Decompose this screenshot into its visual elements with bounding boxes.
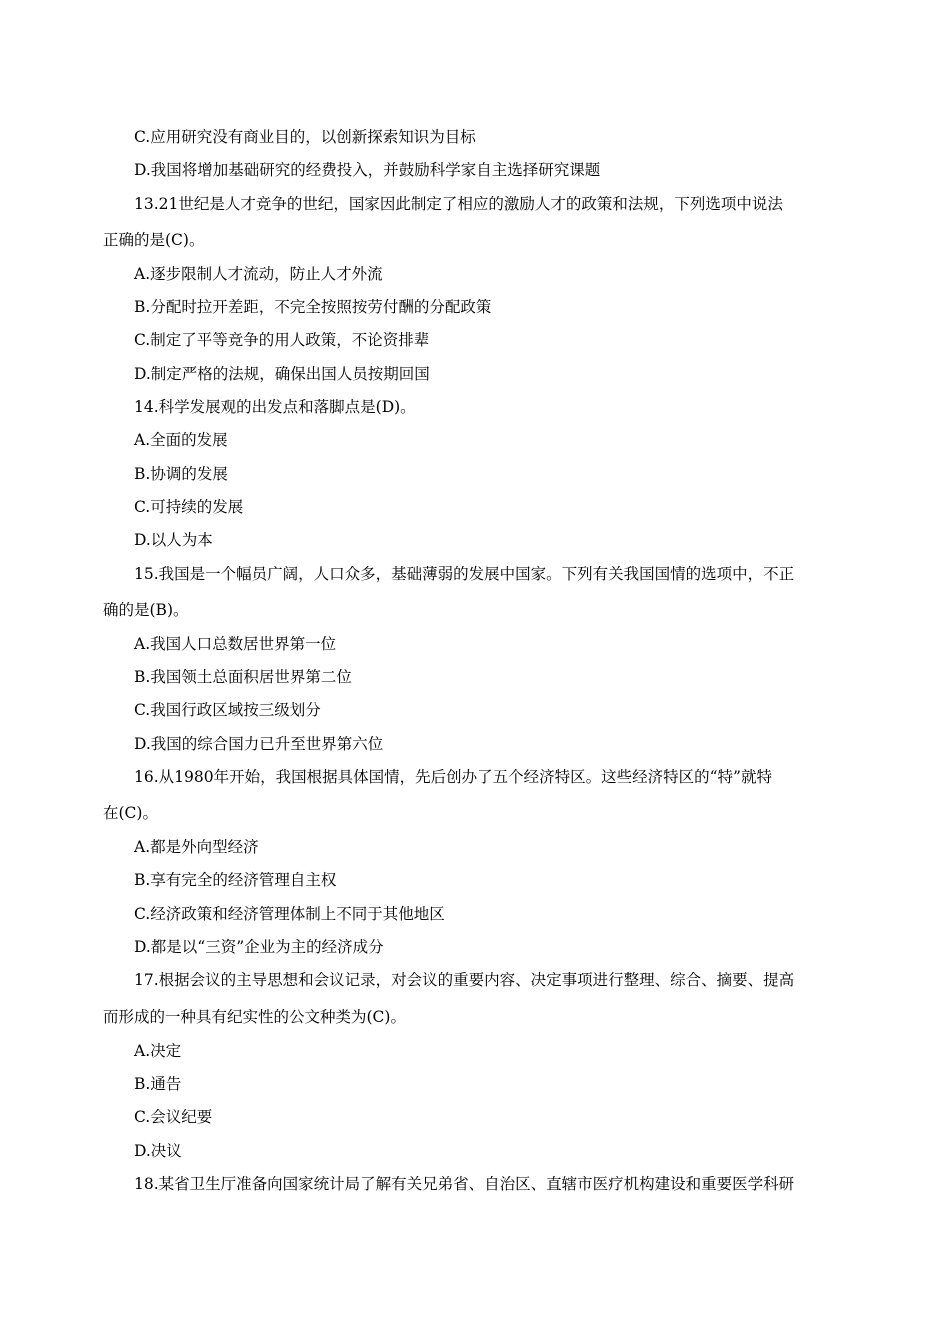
question-17-cont: 而形成的一种具有纪实性的公文种类为(C)。 [103, 1008, 406, 1026]
option-12-c: C.应用研究没有商业目的，以创新探索知识为目标 [134, 128, 476, 146]
option-14-c: C.可持续的发展 [134, 498, 244, 516]
question-16: 16.从1980年开始，我国根据具体国情，先后创办了五个经济特区。这些经济特区的“特”就特 [134, 768, 772, 786]
option-15-b: B.我国领土总面积居世界第二位 [134, 668, 352, 686]
option-14-a: A.全面的发展 [134, 431, 228, 449]
option-17-b: B.通告 [134, 1075, 182, 1093]
option-13-d: D.制定严格的法规，确保出国人员按期回国 [134, 365, 430, 383]
option-14-b: B.协调的发展 [134, 465, 228, 483]
question-17: 17.根据会议的主导思想和会议记录，对会议的重要内容、决定事项进行整理、综合、摘要、提高 [134, 971, 795, 989]
question-16-cont: 在(C)。 [103, 804, 158, 822]
question-14: 14.科学发展观的出发点和落脚点是(D)。 [134, 398, 416, 416]
question-15-cont: 确的是(B)。 [103, 601, 189, 619]
option-13-c: C.制定了平等竞争的用人政策，不论资排辈 [134, 331, 430, 349]
option-16-c: C.经济政策和经济管理体制上不同于其他地区 [134, 905, 445, 923]
option-15-d: D.我国的综合国力已升至世界第六位 [134, 735, 384, 753]
question-18: 18.某省卫生厅准备向国家统计局了解有关兄弟省、自治区、直辖市医疗机构建设和重要医学科研 [134, 1175, 795, 1193]
option-13-a: A.逐步限制人才流动，防止人才外流 [134, 265, 383, 283]
option-17-a: A.决定 [134, 1042, 182, 1060]
option-14-d: D.以人为本 [134, 531, 213, 549]
question-15: 15.我国是一个幅员广阔，人口众多，基础薄弱的发展中国家。下列有关我国国情的选项中，不正 [134, 565, 795, 583]
option-17-d: D.决议 [134, 1142, 182, 1160]
option-16-a: A.都是外向型经济 [134, 838, 259, 856]
option-16-d: D.都是以“三资”企业为主的经济成分 [134, 938, 384, 956]
question-13: 13.21世纪是人才竞争的世纪，国家因此制定了相应的激励人才的政策和法规，下列选项中说法 [134, 195, 783, 213]
option-13-b: B.分配时拉开差距，不完全按照按劳付酬的分配政策 [134, 298, 492, 316]
option-16-b: B.享有完全的经济管理自主权 [134, 871, 337, 889]
option-17-c: C.会议纪要 [134, 1108, 213, 1126]
question-13-cont: 正确的是(C)。 [103, 231, 205, 249]
option-12-d: D.我国将增加基础研究的经费投入，并鼓励科学家自主选择研究课题 [134, 161, 601, 179]
option-15-c: C.我国行政区域按三级划分 [134, 701, 321, 719]
option-15-a: A.我国人口总数居世界第一位 [134, 635, 337, 653]
